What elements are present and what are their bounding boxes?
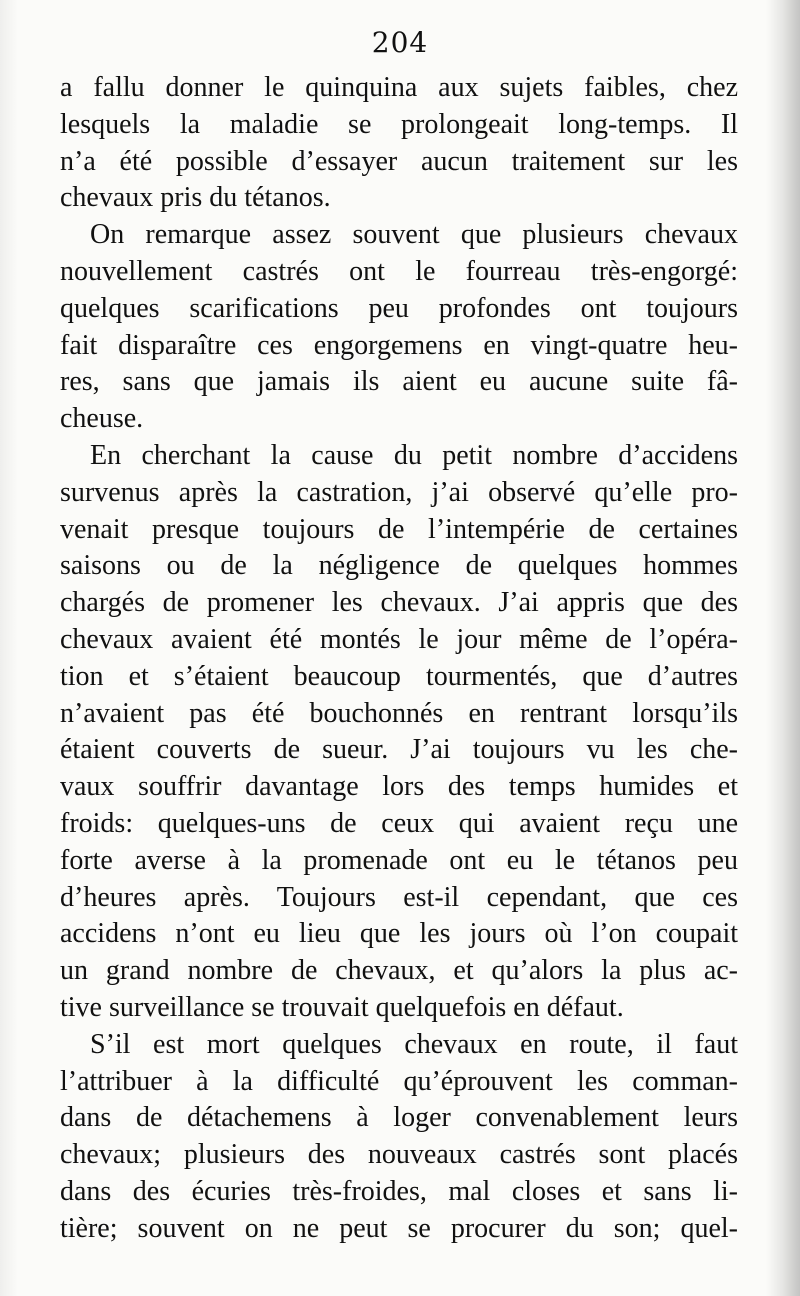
text-line: étaient couverts de sueur. J’ai toujours vu les che-	[60, 734, 738, 766]
text-line: n’a été possible d’essayer aucun traitement sur les	[60, 145, 738, 177]
text-line: chevaux avaient été montés le jour même de l’opéra-	[60, 623, 738, 655]
text-line: l’attribuer à la difficulté qu’éprouvent les comman-	[60, 1065, 738, 1097]
text-line: vaux souffrir davantage lors des temps humides et	[60, 771, 738, 803]
text-line: cheuse.	[60, 403, 144, 435]
page-edge-shadow	[766, 0, 800, 1296]
text-line: En cherchant la cause du petit nombre d’accidens	[90, 439, 738, 471]
text-line: On remarque assez souvent que plusieurs chevaux	[90, 219, 738, 251]
text-line: venait presque toujours de l’intempérie de certaines	[60, 513, 738, 545]
text-line: chevaux pris du tétanos.	[60, 182, 331, 214]
text-line: lesquels la maladie se prolongeait long-temps. Il	[60, 108, 738, 140]
text-line: forte averse à la promenade ont eu le tétanos peu	[60, 844, 738, 876]
body-text	[60, 70, 738, 1248]
text-line: saisons ou de la négligence de quelques hommes	[60, 550, 738, 582]
text-line: froids: quelques-uns de ceux qui avaient reçu une	[60, 807, 738, 839]
text-line: un grand nombre de chevaux, et qu’alors la plus ac-	[60, 955, 738, 987]
text-line: res, sans que jamais ils aient eu aucune suite fâ-	[60, 366, 738, 398]
text-line: chevaux; plusieurs des nouveaux castrés sont placés	[60, 1139, 738, 1171]
text-line: tive surveillance se trouvait quelquefois en défaut.	[60, 991, 624, 1023]
text-line: fait disparaître ces engorgemens en vingt-quatre heu-	[60, 329, 738, 361]
text-line: survenus après la castration, j’ai observé qu’elle pro-	[60, 476, 738, 508]
text-line: tion et s’étaient beaucoup tourmentés, que d’autres	[60, 660, 738, 692]
text-line: S’il est mort quelques chevaux en route, il faut	[90, 1028, 738, 1060]
text-line: nouvellement castrés ont le fourreau très-engorgé:	[60, 255, 738, 287]
page-gutter-shadow	[0, 0, 18, 1296]
text-line: quelques scarifications peu profondes ont toujours	[60, 292, 738, 324]
text-line: dans des écuries très-froides, mal closes et sans li-	[60, 1175, 738, 1207]
text-line: tière; souvent on ne peut se procurer du son; quel-	[60, 1212, 738, 1244]
page-number: 204	[371, 26, 429, 59]
text-line: d’heures après. Toujours est-il cependant, que ces	[60, 881, 738, 913]
text-line: accidens n’ont eu lieu que les jours où l’on coupait	[60, 918, 738, 950]
text-line: a fallu donner le quinquina aux sujets faibles, chez	[60, 72, 738, 103]
text-line: dans de détachemens à loger convenablement leurs	[60, 1102, 738, 1134]
text-line: chargés de promener les chevaux. J’ai appris que des	[60, 587, 738, 619]
text-line: n’avaient pas été bouchonnés en rentrant lorsqu’ils	[60, 697, 738, 729]
